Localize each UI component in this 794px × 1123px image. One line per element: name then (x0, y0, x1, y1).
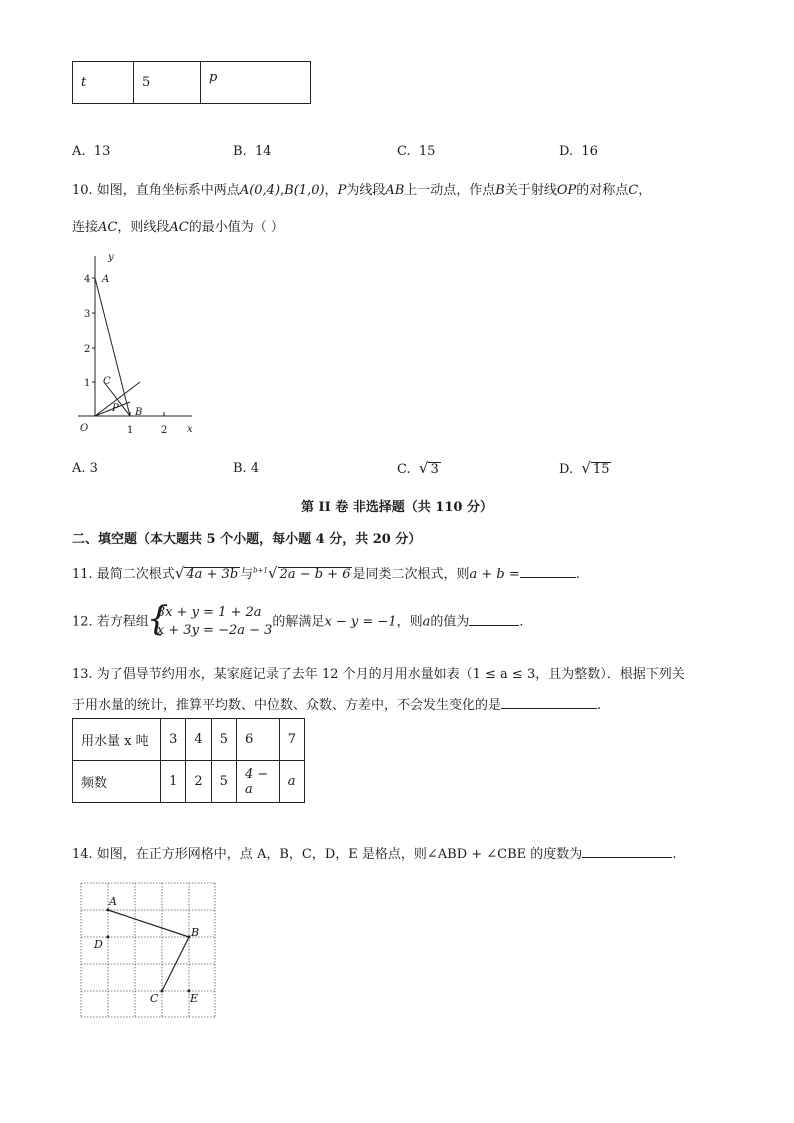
q10-line2: 连接AC，则线段AC的最小值为（ ） (72, 220, 284, 235)
q14-grid-figure (78, 880, 218, 1020)
q9-cell-p: p (201, 62, 311, 104)
y-tick-2: 2 (84, 344, 91, 355)
point-b-label: B (135, 407, 143, 418)
q11-text: 11. 最简二次根式√ 4a + 3b 与$^{b+1}$√ 2a − b + 6 是同类二次根式，则a + b = . (72, 564, 580, 582)
y-tick-3: 3 (84, 309, 91, 320)
q9-option-d[interactable]: D. 16 (559, 144, 598, 159)
q12-text: 12. 若方程组 { 3x + y = 1 + 2a x + 3y = −2a − 3 的解满足x − y = −1，则a的值为 . (72, 599, 524, 639)
origin-label: O (80, 423, 89, 434)
grid-point-e: E (190, 992, 199, 1005)
y-tick-1: 1 (84, 378, 91, 389)
q9-option-a[interactable]: A. 13 (72, 144, 111, 159)
q12-answer-blank[interactable] (469, 613, 519, 626)
y-tick-4: 4 (84, 274, 91, 285)
x-tick-1: 1 (127, 425, 134, 436)
q12-equation-system: { 3x + y = 1 + 2a x + 3y = −2a − 3 (146, 599, 273, 639)
x-axis-label: x (187, 424, 193, 435)
grid-point-b: B (191, 926, 200, 939)
q13-table: 用水量 x 吨 3 4 5 6 7 频数 1 2 5 4 − a a (72, 718, 305, 803)
point-a-label: A (102, 274, 110, 285)
q9-cell-t: t (73, 62, 134, 104)
q10-option-d[interactable]: D. √ 15 (559, 459, 610, 477)
q10-coordinate-graph (70, 248, 200, 440)
y-axis-label: y (108, 252, 114, 263)
point-c-label: C (103, 376, 111, 387)
q9-option-b[interactable]: B. 14 (233, 144, 272, 159)
q9-table (72, 61, 311, 104)
point-p-label: P (112, 403, 119, 414)
grid-point-a: A (109, 895, 117, 908)
grid-point-d: D (94, 938, 103, 951)
q10-option-a[interactable]: A. 3 (72, 461, 98, 476)
q13-header-usage: 用水量 x 吨 (73, 719, 161, 761)
section2-title: 二、填空题（本大题共 5 个小题，每小题 4 分，共 20 分） (72, 532, 422, 547)
q14-answer-blank[interactable] (582, 845, 672, 858)
q9-cell-5: 5 (134, 62, 201, 104)
q11-answer-blank[interactable] (520, 565, 576, 578)
q13-line2: 于用水量的统计，推算平均数、中位数、众数、方差中，不会发生变化的是 . (72, 698, 602, 713)
q10-option-c[interactable]: C. √ 3 (397, 459, 439, 477)
q13-answer-blank[interactable] (501, 696, 597, 709)
q10-option-b[interactable]: B. 4 (233, 461, 260, 476)
grid-point-c: C (150, 992, 159, 1005)
x-tick-2: 2 (161, 425, 168, 436)
q10-line1: 10. 如图，直角坐标系中两点A(0,4),B(1,0)，P为线段AB上一动点，作点B关于射线OP的对称点C， (72, 183, 652, 198)
q13-header-frequency: 频数 (73, 761, 161, 803)
q14-text: 14. 如图，在正方形网格中，点 A，B，C，D，E 是格点，则∠ABD + ∠CBE 的度数为 . (72, 847, 677, 862)
q9-option-c[interactable]: C. 15 (397, 144, 436, 159)
part2-title: 第 II 卷 非选择题（共 110 分） (301, 500, 493, 515)
q13-line1: 13. 为了倡导节约用水，某家庭记录了去年 12 个月的月用水量如表（1 ≤ a ≤ 3，且为整数）．根据下列关 (72, 667, 685, 682)
